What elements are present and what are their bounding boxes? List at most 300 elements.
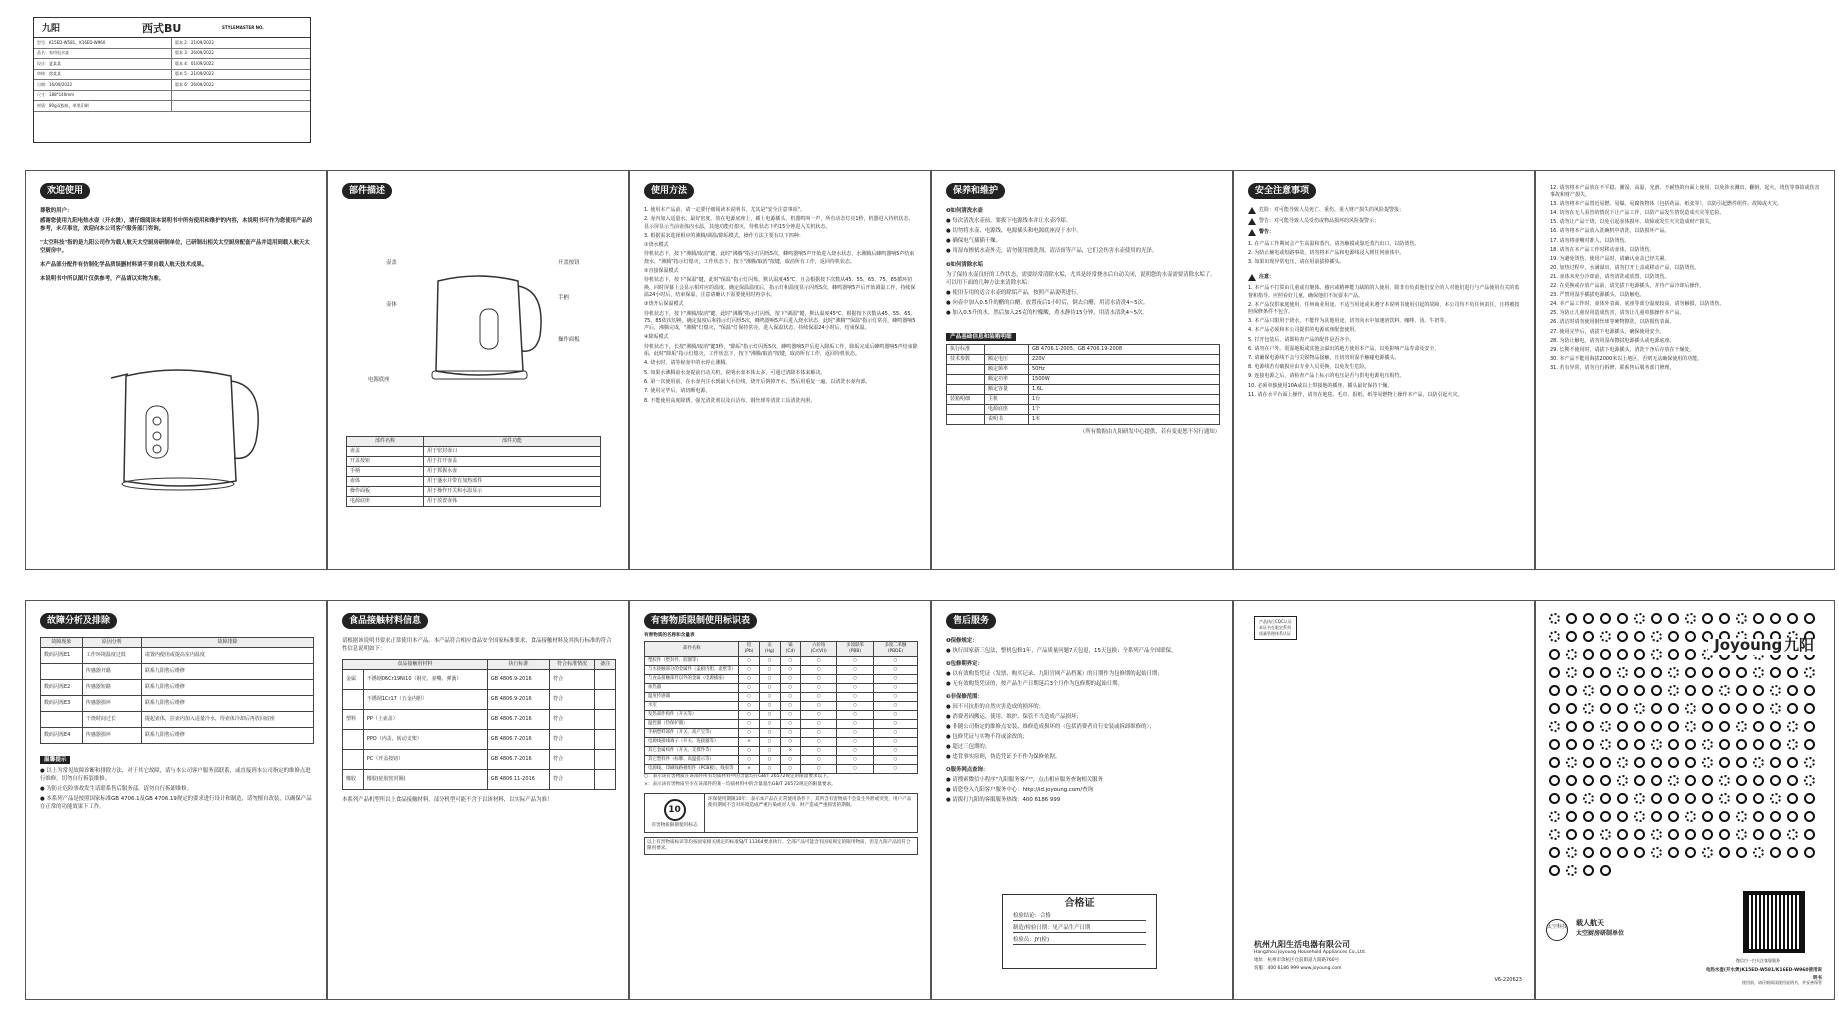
- list-item: 10. 必须单独使用10A或以上带接地的插座，插头最好保持干燥。: [1248, 382, 1393, 389]
- mark-cell: ○: [873, 729, 917, 738]
- table-cell: 电源线、印刷线路板组件（PCB板）、线束等: [645, 765, 739, 774]
- circle-dot: [1634, 775, 1645, 786]
- table-cell: 橡胶(硅胶密封圈): [363, 770, 487, 790]
- circle-dot: [1651, 613, 1662, 624]
- table-row: [645, 657, 918, 666]
- list-item: 29. 长期不使用时，请拔下电源插头，清洗干净后存放在干燥处。: [1550, 346, 1695, 353]
- service-s3-list: [946, 703, 1220, 761]
- circle-dot: [1753, 829, 1764, 840]
- mark-cell: ○: [873, 765, 917, 774]
- table-cell: 与食品接触部件以外的金属（电源插座）: [645, 675, 739, 684]
- safety-w3-head: 警告：: [1259, 229, 1275, 236]
- circle-dot: [1651, 811, 1662, 822]
- circle-dot: [1617, 667, 1628, 678]
- circle-dot: [1787, 847, 1798, 858]
- mark-cell: ○: [739, 684, 759, 693]
- mark-cell: ○: [759, 756, 780, 765]
- table-row: [947, 375, 1220, 385]
- circle-dot: [1685, 829, 1696, 840]
- table-cell: 联系九阳售后维修: [141, 664, 313, 680]
- circle-dot: [1617, 703, 1628, 714]
- circle-dot: [1651, 793, 1662, 804]
- table-row: [645, 702, 918, 711]
- service-s1-list: [946, 647, 1220, 655]
- circle-dot: [1804, 613, 1815, 624]
- circle-dot: [1787, 613, 1798, 624]
- circle-dot: [1719, 613, 1730, 624]
- welcome-greeting: 尊敬的用户：: [40, 208, 73, 214]
- circle-dot: [1685, 649, 1696, 660]
- stamp-code: STYLEMASTER NO.: [222, 25, 264, 30]
- table-cell: [343, 730, 364, 750]
- table-header: 镉(Cd): [780, 642, 801, 657]
- mark-cell: ○: [837, 711, 874, 720]
- mark-cell: ○: [739, 657, 759, 666]
- circle-dot: [1600, 703, 1611, 714]
- hazard-title: 有害物质限制使用标识表: [644, 613, 757, 629]
- env-label: 有害物质限制使用标志: [651, 822, 698, 828]
- circle-dot: [1600, 775, 1611, 786]
- circle-dot: [1719, 775, 1730, 786]
- circle-dot: [1770, 811, 1781, 822]
- usage-item: 4. 烧水时，请等候壶中的水停止沸腾。: [644, 360, 731, 367]
- mark-cell: ○: [801, 747, 837, 756]
- circle-dot: [1651, 649, 1662, 660]
- circle-dot: [1770, 703, 1781, 714]
- table-cell: 执行标准: [947, 345, 985, 355]
- table-cell: 额定容量: [985, 385, 1029, 395]
- circle-dot: [1736, 739, 1747, 750]
- hazard-footer: 以上有害物质标识等均按国家相关规定的标准SJ/T 11364要求执行。全部产品可能含有国家规定的限用物质，但是九阳产品均符合限用要求。: [644, 837, 918, 855]
- table-cell: 联系九阳售后维修: [141, 696, 313, 712]
- table-cell: 1本: [1029, 415, 1220, 425]
- th-part-name: 部件名称: [347, 437, 424, 447]
- warning-icon: [1248, 207, 1256, 214]
- table-cell-empty: [595, 690, 616, 710]
- circle-dot: [1753, 685, 1764, 696]
- table-cell: [985, 345, 1029, 355]
- label-open-button: 开盖按钮: [558, 260, 580, 266]
- circle-dot: [1651, 631, 1662, 642]
- mark-cell: ○: [873, 657, 917, 666]
- circle-dot: [1668, 739, 1679, 750]
- circle-dot: [1583, 757, 1594, 768]
- table-cell: 用于操作开关和水温显示: [424, 487, 601, 497]
- circle-dot: [1668, 847, 1679, 858]
- circle-dot: [1736, 613, 1747, 624]
- circle-dot: [1736, 847, 1747, 858]
- usage-item: ②直接保温模式: [644, 268, 679, 275]
- table-cell: GB 4806.9-2016: [487, 690, 549, 710]
- service-s4-list: [946, 776, 1220, 804]
- usage-item: 待机状态下，按下"沸腾/取消"键，此时"沸腾"指示灯闪烁5次，蜂鸣器响5声开始进入烧水状态，水沸腾后蜂鸣器响5声结束烧水，"沸腾"指示灯熄灭，工作状态下，按下"沸腾/取消"按键，取消所有工作，返回待机状态。: [644, 251, 915, 265]
- table-row: [645, 720, 918, 729]
- cert-row: 检验结论：合格: [1013, 912, 1146, 921]
- warning-icon: [1248, 218, 1256, 225]
- table-row: [645, 738, 918, 747]
- circle-dot: [1566, 847, 1577, 858]
- safety-w2: 警告：对可能导致人员受伤或物品损坏的风险提警示；: [1259, 218, 1380, 225]
- table-header: 六价铬(Cr(VI)): [801, 642, 837, 657]
- list-item: 6. 请勿在户外、震湿地板或其他会溢出的地方使用本产品，以免影响产品寿命及安全。: [1248, 345, 1440, 352]
- circle-dot: [1736, 775, 1747, 786]
- service-s1: ❶保修规定：: [946, 638, 978, 644]
- circle-dot: [1566, 631, 1577, 642]
- table-cell: 用于抓握水壶: [424, 467, 601, 477]
- circle-dot: [1651, 775, 1662, 786]
- table-cell: 其它塑料件（标牌、高温提示等）: [645, 756, 739, 765]
- circle-dot: [1685, 703, 1696, 714]
- hazard-table: [644, 641, 918, 774]
- circle-dot: [1685, 775, 1696, 786]
- table-cell: 水室: [645, 702, 739, 711]
- circle-dot: [1685, 757, 1696, 768]
- list-item: ● 请搜索微信小程序"九阳服务客户"，点击相应服务查询相关服务: [946, 777, 1103, 783]
- list-item: ● 因不可抗拒的自然灾害造成的损坏的；: [946, 704, 1045, 710]
- table-header: 多溴二苯醚(PBDE): [873, 642, 917, 657]
- circle-dot: [1600, 631, 1611, 642]
- maint-s2-head: ❷如何清除水垢: [946, 262, 983, 268]
- list-item: ● 违背事实原则，伪造凭证予不作为保修依据。: [946, 754, 1061, 760]
- circle-dot: [1719, 811, 1730, 822]
- usage-item: 8. 不能使用高度除锈、强光清洗剂以及百洁布、钢丝球等清洗工具清洗内胆。: [644, 397, 816, 404]
- panel-material: [327, 600, 629, 1000]
- circle-dot: [1753, 703, 1764, 714]
- table-cell: 开盖按钮: [347, 457, 424, 467]
- list-item: ● 非随公司指定的维修点安装、维修造成损坏的（包括消费者自行安装或拆卸维修的）；: [946, 724, 1155, 730]
- table-cell: 联系九阳售后维修: [141, 728, 313, 744]
- stamp-row: 尺寸：188*140mm: [34, 91, 172, 102]
- trouble-title: 故障分析及排除: [40, 613, 117, 629]
- maint-s1-head: ❶如何清洗水壶: [946, 208, 983, 214]
- cert-row: 制造/检验日期：见产品生产日期: [1013, 924, 1146, 933]
- mark-cell: ○: [759, 765, 780, 774]
- circle-dot: [1787, 793, 1798, 804]
- circle-dot: [1770, 613, 1781, 624]
- table-cell: GB 4806.7-2016: [487, 710, 549, 730]
- circle-dot: [1617, 775, 1628, 786]
- table-cell: [947, 375, 985, 385]
- safety-n-head: 注意：: [1259, 274, 1275, 281]
- circle-dot: [1668, 667, 1679, 678]
- table-cell-empty: [595, 710, 616, 730]
- stamp-brand: 九阳: [42, 24, 61, 34]
- table-cell: 不锈钢06Cr19Ni10（钢壳、壶嘴、弹簧）: [363, 670, 487, 690]
- table-row: [347, 477, 601, 487]
- maint-title: 保养和维护: [946, 183, 1005, 199]
- circle-dot: [1668, 793, 1679, 804]
- circle-dot: [1770, 685, 1781, 696]
- service-s4: ❹服务网点查询：: [946, 767, 989, 773]
- table-row: [947, 365, 1220, 375]
- mark-cell: ○: [780, 684, 801, 693]
- circle-dot: [1549, 703, 1560, 714]
- table-cell: 干烧时间过长: [82, 712, 141, 728]
- welcome-title: 欢迎使用: [40, 183, 90, 199]
- circle-dot: [1634, 829, 1645, 840]
- table-cell: 1500W: [1029, 375, 1220, 385]
- circle-dot: [1787, 757, 1798, 768]
- list-item: 3. 如果出现异常电压，请在用前拔掉插头。: [1248, 259, 1345, 266]
- qualified-cert: [1002, 894, 1157, 969]
- circle-dot: [1583, 739, 1594, 750]
- service-title: 售后服务: [946, 613, 996, 629]
- material-table: [342, 659, 616, 790]
- table-row: [947, 355, 1220, 365]
- list-item: 3. 本产品只限用于烧水，不能作为其他用途，切勿向水中加速溶饮料、咖啡、汤、牛奶等。: [1248, 318, 1450, 325]
- table-row: [645, 666, 918, 675]
- circle-dot: [1702, 757, 1713, 768]
- circle-dot: [1549, 757, 1560, 768]
- mark-cell: ○: [837, 738, 874, 747]
- circle-dot: [1719, 721, 1730, 732]
- table-cell: 用于盛水并带有加热部件: [424, 477, 601, 487]
- circle-dot: [1736, 829, 1747, 840]
- table-cell: GB 4806.9-2016: [487, 670, 549, 690]
- panel-usage: [629, 170, 931, 570]
- list-item: 27. 使用完毕后，请拔下电源插头，确保使用安全。: [1550, 328, 1665, 335]
- list-item: 23. 严禁用湿手插拔电源插头，以防触电。: [1550, 292, 1645, 299]
- table-row: [947, 405, 1220, 415]
- list-item: 12. 请勿将本产品放在不平稳、潮湿、高温、光滑、不耐热的台面上使用，以免涉水溅出、翻倒、起火、烫伤等事故或伤害事故和财产损失。: [1550, 185, 1820, 199]
- mark-cell: ○: [780, 675, 801, 684]
- mark-cell: ○: [837, 684, 874, 693]
- mark-cell: ○: [739, 747, 759, 756]
- list-item: ● 消费者因搬运、使用、维护、保管不当造成产品损坏；: [946, 714, 1082, 720]
- mark-cell: ○: [801, 738, 837, 747]
- table-cell: 1台: [1029, 395, 1220, 405]
- circle-dot: [1668, 631, 1679, 642]
- circle-dot: [1566, 649, 1577, 660]
- table-row: [645, 765, 918, 774]
- circle-dot: [1549, 775, 1560, 786]
- mark-cell: ○: [873, 711, 917, 720]
- circle-dot: [1634, 847, 1645, 858]
- stamp-row: 版本 3：26/09/2022: [172, 49, 310, 60]
- circle-dot: [1600, 721, 1611, 732]
- table-row: [947, 345, 1220, 355]
- maint-s2-list: [946, 289, 1220, 317]
- circle-dot: [1702, 667, 1713, 678]
- circle-dot: [1770, 847, 1781, 858]
- usage-item: 待机状态下，长按"沸腾/取消"键3秒，"除垢"指示灯闪烁5次，蜂鸣器响5声后进入除垢工作，除垢完成后蜂鸣器响5声结束除垢，此时"除垢"指示灯熄灭，工作状态下，按下"沸腾/取消"按键，取消所有工作，返回待机状态。: [644, 343, 918, 358]
- table-cell: 传感器损坏: [82, 728, 141, 744]
- mark-cell: ○: [780, 693, 801, 702]
- panel-safety-cont: [1535, 170, 1835, 570]
- mark-cell: ○: [873, 747, 917, 756]
- circle-dot: [1719, 847, 1730, 858]
- mark-cell: ○: [873, 666, 917, 675]
- circle-dot: [1617, 757, 1628, 768]
- circle-dot: [1651, 685, 1662, 696]
- circle-dot: [1736, 703, 1747, 714]
- circle-dot: [1787, 703, 1798, 714]
- circle-dot: [1668, 721, 1679, 732]
- circle-dot: [1583, 775, 1594, 786]
- panel-company: [1233, 600, 1535, 1000]
- table-cell: 电源底座: [347, 497, 424, 507]
- circle-dot: [1668, 649, 1679, 660]
- list-item: 30. 本产品不能用海拔2000米以上地区，否则无法确保使用的功能。: [1550, 355, 1703, 362]
- circle-dot: [1804, 829, 1815, 840]
- circle-dot: [1634, 703, 1645, 714]
- circle-dot: [1685, 631, 1696, 642]
- table-cell: [947, 365, 985, 375]
- warning-icon: [1248, 229, 1256, 236]
- mark-cell: ○: [873, 693, 917, 702]
- table-row: [41, 648, 314, 664]
- table-row: [343, 770, 616, 790]
- spec-table: [946, 344, 1220, 425]
- brand-cn: 九阳: [1783, 636, 1814, 654]
- welcome-p4: 本说明书中所以图片仅供参考，产品请以实物为准。: [40, 276, 164, 282]
- circle-dot: [1702, 739, 1713, 750]
- stamp-row: 版本 6：26/09/2022: [172, 80, 310, 91]
- list-item: 28. 为防止触电，请勿用湿布擦拭电源插头或电源底座。: [1550, 337, 1675, 344]
- circle-dot: [1651, 703, 1662, 714]
- list-item: 8. 电源线若有破损应由专业人员更换，以免发生危险。: [1248, 364, 1370, 371]
- table-cell: 传感器短路: [82, 680, 141, 696]
- circle-dot: [1549, 649, 1560, 660]
- circle-dot: [1668, 775, 1679, 786]
- circle-dot: [1617, 613, 1628, 624]
- table-cell: 数码闪烁E1: [41, 648, 83, 664]
- circle-dot: [1617, 685, 1628, 696]
- table-cell: 橡胶: [343, 770, 364, 790]
- table-row: [347, 447, 601, 457]
- circle-dot: [1804, 739, 1815, 750]
- usage-item: 1. 使用本产品前，请一定要仔细阅读本说明书，尤其是"安全注意事项"。: [644, 207, 805, 213]
- table-cell: 电源线接线端子（开关、连接器等）: [645, 738, 739, 747]
- table-row: [645, 729, 918, 738]
- mark-cell: ○: [780, 756, 801, 765]
- circle-dot: [1566, 721, 1577, 732]
- stamp-row: 审核：徐某某: [34, 70, 172, 81]
- mark-cell: ○: [837, 675, 874, 684]
- usage-item: 3. 根据需求选择相应的沸腾/调温/除垢模式，操作方法主要有以下四种：: [644, 232, 804, 239]
- list-item: ● 确保电气插插干燥。: [946, 238, 1001, 244]
- circle-dot: [1600, 613, 1611, 624]
- circle-dot: [1787, 667, 1798, 678]
- material-note: 本系列产品机型所以上食品接触材料，部分机型可能不含于以该材料，以实际产品为准！: [342, 797, 553, 803]
- table-row: [645, 747, 918, 756]
- table-cell-empty: [595, 730, 616, 750]
- company-name-en: Hangzhou Joyoung Household Appliances Co.,Ltd.: [1254, 950, 1366, 955]
- spec-stamp: [33, 17, 311, 143]
- circle-dot: [1736, 811, 1747, 822]
- table-row: [645, 693, 918, 702]
- cert-line: 本证书在限定系列: [1259, 625, 1291, 630]
- circle-dot: [1617, 721, 1628, 732]
- stamp-row: 版本 4：01/09/2022: [172, 59, 310, 70]
- list-item: ● 用湿布擦拭水壶外壳，请勿使用擦洗剂、清洁膏等产品，它们会伤害水壶使用的光泽。: [946, 248, 1158, 254]
- table-cell: 符合: [550, 690, 595, 710]
- table-row: [645, 675, 918, 684]
- qr-caption: 微信扫一扫关注客服服务: [1736, 958, 1780, 963]
- label-base: 电源底座: [368, 377, 390, 383]
- list-item: ● 包修凭证与实物不符或涂改的；: [946, 734, 1028, 740]
- circle-dot: [1600, 685, 1611, 696]
- hazard-note1: ○：表示该有害物质在该部件所有均质材料中的含量均在GB/T 26572规定的限量要求以下。: [644, 774, 832, 780]
- circle-dot: [1600, 739, 1611, 750]
- table-cell: 金属: [343, 670, 364, 690]
- company-address: 地址：杭州市余杭区仓前街道九阳路760号: [1254, 958, 1340, 963]
- circle-dot: [1685, 667, 1696, 678]
- company-name: 杭州九阳生活电器有限公司: [1254, 940, 1350, 949]
- circle-dot: [1583, 685, 1594, 696]
- welcome-p2: "太空科技"指的是九阳公司作为载人航天太空厨房研制单位，已研制出相关太空厨房配套产品并适用到载人航天太空厨房中。: [40, 240, 310, 254]
- usage-item: 7. 使用完毕后，请切断电源。: [644, 388, 711, 395]
- stamp-row: 版本 2：21/09/2022: [172, 38, 310, 49]
- list-item: 1. 本产品不打算由儿童或有躯体、感官或精神能力缺陷的人使用，除非有负责他们安全的人对他们进行与产品使用有关的监督和指导。应照看好儿童，确保他们不玩耍本产品。: [1248, 285, 1520, 299]
- circle-dot: [1617, 847, 1628, 858]
- circle-dot: [1566, 757, 1577, 768]
- table-row: [41, 712, 314, 728]
- circle-dot: [1668, 757, 1679, 768]
- panel-service: [931, 600, 1233, 1000]
- stamp-row: 设计：夏某某: [34, 59, 172, 70]
- table-cell: 联系九阳售后维修: [141, 680, 313, 696]
- kettle-illustration: [106, 346, 266, 496]
- list-item: 2. 本产品仅供家庭使用，任何商业用途，不适当用途或未遵守本说明书使用引起的故障，本公司均不负任何责任，且将被按照保修条件不包含。: [1248, 301, 1520, 316]
- circle-dot: [1617, 739, 1628, 750]
- qr-code[interactable]: [1743, 891, 1805, 953]
- mark-cell: ○: [759, 702, 780, 711]
- circle-dot: [1651, 757, 1662, 768]
- usage-item: ④除垢模式: [644, 334, 669, 341]
- circle-dot: [1634, 811, 1645, 822]
- mark-cell: ○: [801, 666, 837, 675]
- circle-dot: [1719, 667, 1730, 678]
- circle-dot: [1787, 829, 1798, 840]
- circle-dot: [1566, 865, 1577, 876]
- table-cell: [41, 664, 83, 680]
- circle-dot: [1549, 865, 1560, 876]
- circle-dot: [1549, 685, 1560, 696]
- mark-cell: ○: [780, 720, 801, 729]
- mark-cell: ○: [873, 675, 917, 684]
- table-cell: 壶体: [347, 477, 424, 487]
- table-cell: 主机: [985, 395, 1029, 405]
- mark-cell: ○: [873, 720, 917, 729]
- list-item: 7. 请确保电源线不会与尖锐物品接触，且切勿用湿手触碰电源插头。: [1248, 355, 1400, 362]
- table-cell: 操作面板: [347, 487, 424, 497]
- circle-dot: [1583, 667, 1594, 678]
- table-cell: PPO（内盖、转动支架）: [363, 730, 487, 750]
- table-cell: 提起壶体，拉壶内加入适量冷水，待壶体冷却后再放回底座: [141, 712, 313, 728]
- mark-cell: ○: [837, 657, 874, 666]
- list-item: ● 每次清洗水壶前，要拔下电源线本并让水壶冷却。: [946, 218, 1072, 224]
- table-row: [343, 670, 616, 690]
- list-item: 18. 请勿在本产品工作时移动壶体，以防烫伤。: [1550, 246, 1655, 253]
- circle-dot: [1566, 667, 1577, 678]
- circle-dot: [1753, 757, 1764, 768]
- table-row: [645, 711, 918, 720]
- circle-dot: [1804, 685, 1815, 696]
- circle-dot: [1685, 847, 1696, 858]
- panel-maintenance: [931, 170, 1233, 570]
- mark-cell: ○: [780, 657, 801, 666]
- mark-cell: ○: [801, 729, 837, 738]
- list-item: ● 无有效购货凭证的，按产品生产日期延后3个月作为包修期的起始日期。: [946, 681, 1123, 687]
- list-item: ● 加入0.5升的水，然后加入25克的柠檬酸，煮水静待15分钟，用清水清洗4~5次。: [946, 310, 1148, 316]
- list-item: 22. 在更换或存放产品前，请先拔下电源插头，并待产品冷却后操作。: [1550, 283, 1705, 290]
- circle-dot: [1566, 703, 1577, 714]
- table-cell: 请置内使用或提高室内温度: [141, 648, 313, 664]
- label-body: 壶体: [386, 302, 397, 308]
- list-item: 21. 壶体未充分冷却前，请勿清洗或放置，以防烫伤。: [1550, 273, 1670, 280]
- table-cell: 加热器: [645, 684, 739, 693]
